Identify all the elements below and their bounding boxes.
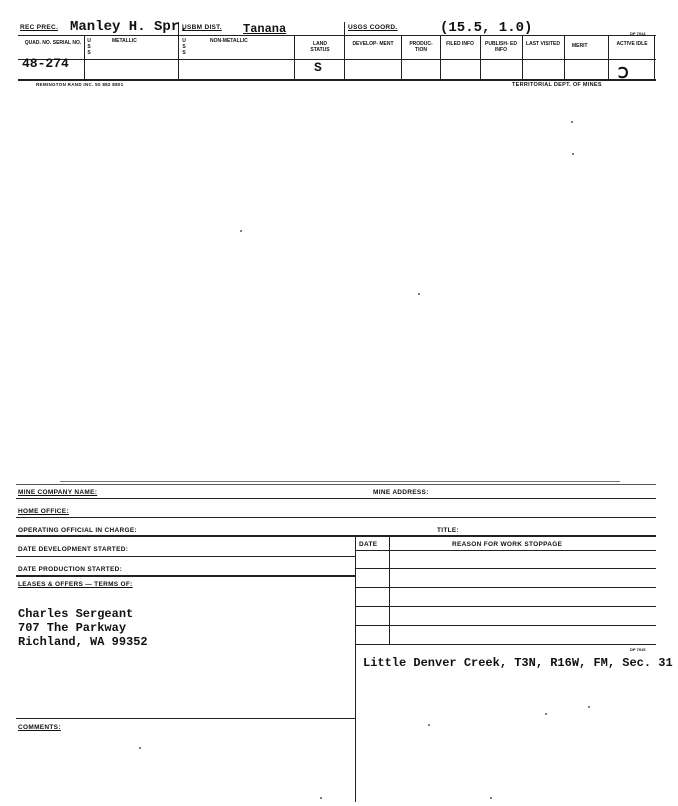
scan-speck: [428, 724, 430, 726]
scan-speck: [320, 797, 322, 799]
comments-label: COMMENTS:: [18, 724, 61, 731]
operating-official-label: OPERATING OFFICIAL IN CHARGE:: [18, 527, 137, 534]
last-visited-header: LAST VISITED: [526, 41, 560, 47]
scan-speck: [572, 153, 574, 155]
divider: [344, 22, 345, 79]
leases-label: LEASES & OFFERS — TERMS OF:: [18, 581, 133, 588]
divider: [401, 35, 402, 79]
active-idle-mark: Ↄ: [618, 65, 629, 82]
reason-header: REASON FOR WORK STOPPAGE: [452, 541, 563, 548]
dept-line: TERRITORIAL DEPT. OF MINES: [512, 82, 602, 88]
leases-line: 707 The Parkway: [18, 621, 127, 635]
quad-serial-value: 48-274: [22, 56, 69, 71]
divider: [18, 79, 656, 81]
land-status-header: LAND STATUS: [310, 41, 330, 53]
non-metallic-header: NON-METALLIC: [210, 38, 248, 44]
divider: [16, 498, 656, 499]
divider: [18, 35, 656, 36]
divider: [389, 536, 390, 644]
divider: [16, 575, 355, 577]
scan-speck: [490, 797, 492, 799]
title-label: TITLE:: [437, 527, 460, 534]
scan-speck: [588, 706, 590, 708]
scan-speck: [240, 230, 242, 232]
uss-metallic-header: U S S: [87, 38, 91, 56]
divider: [522, 35, 523, 79]
divider: [440, 35, 441, 79]
divider: [608, 35, 609, 79]
divider: [84, 35, 85, 79]
date-dev-label: DATE DEVELOPMENT STARTED:: [18, 546, 129, 553]
divider: [16, 556, 355, 557]
divider: [355, 644, 656, 645]
card-edge: [60, 481, 620, 482]
usbm-dist-label: USBM DIST.: [182, 24, 222, 31]
scan-speck: [139, 747, 141, 749]
published-info-header: PUBLISH- ED INFO: [485, 41, 517, 53]
divider: [355, 550, 656, 551]
leases-line: Charles Sergeant: [18, 607, 134, 621]
form-code: DP 7014: [630, 31, 646, 36]
printer-line: REMINGTON RAND INC. 50 882 8801: [36, 82, 124, 87]
quad-no-header: QUAD. NO.: [24, 40, 52, 46]
usgs-coord-value: (15.5, 1.0): [440, 20, 533, 36]
divider: [355, 606, 656, 607]
scan-speck: [571, 121, 573, 123]
divider: [18, 59, 656, 60]
form-code: DP 7015: [630, 647, 646, 652]
metallic-header: METALLIC: [112, 38, 137, 44]
serial-no-header: SERIAL NO.: [52, 40, 82, 46]
divider: [16, 517, 656, 518]
divider: [355, 587, 656, 588]
divider: [480, 35, 481, 79]
divider: [564, 35, 565, 79]
mine-company-label: MINE COMPANY NAME:: [18, 489, 98, 496]
divider: [294, 35, 295, 79]
filed-info-header: FILED INFO: [446, 41, 474, 47]
divider: [654, 35, 655, 79]
usbm-dist-value: Tanana: [243, 22, 287, 36]
home-office-label: HOME OFFICE:: [18, 508, 69, 515]
divider: [355, 568, 656, 569]
location-value: Little Denver Creek, T3N, R16W, FM, Sec. 31: [363, 656, 673, 670]
divider: [16, 718, 355, 719]
development-header: DEVELOP- MENT: [352, 41, 394, 47]
rec-prec-label: REC PREC.: [20, 24, 59, 31]
date-header: DATE: [359, 541, 378, 548]
divider: [355, 625, 656, 626]
scan-speck: [545, 713, 547, 715]
date-prod-label: DATE PRODUCTION STARTED:: [18, 566, 123, 573]
leases-line: Richland, WA 99352: [18, 635, 148, 649]
divider: [16, 535, 656, 537]
land-status-value: S: [314, 60, 322, 75]
production-header: PRODUC- TION: [409, 41, 433, 53]
divider: [355, 536, 356, 802]
card-edge: [16, 484, 656, 485]
rec-prec-value: Manley H. Spr.: [70, 19, 188, 35]
mine-address-label: MINE ADDRESS:: [373, 489, 429, 496]
usgs-coord-label: USGS COORD.: [348, 24, 398, 31]
uss-nonmetallic-header: U S S: [182, 38, 186, 56]
scan-speck: [418, 293, 420, 295]
merit-header: MERIT: [572, 43, 588, 49]
active-idle-header: ACTIVE IDLE: [616, 41, 648, 47]
